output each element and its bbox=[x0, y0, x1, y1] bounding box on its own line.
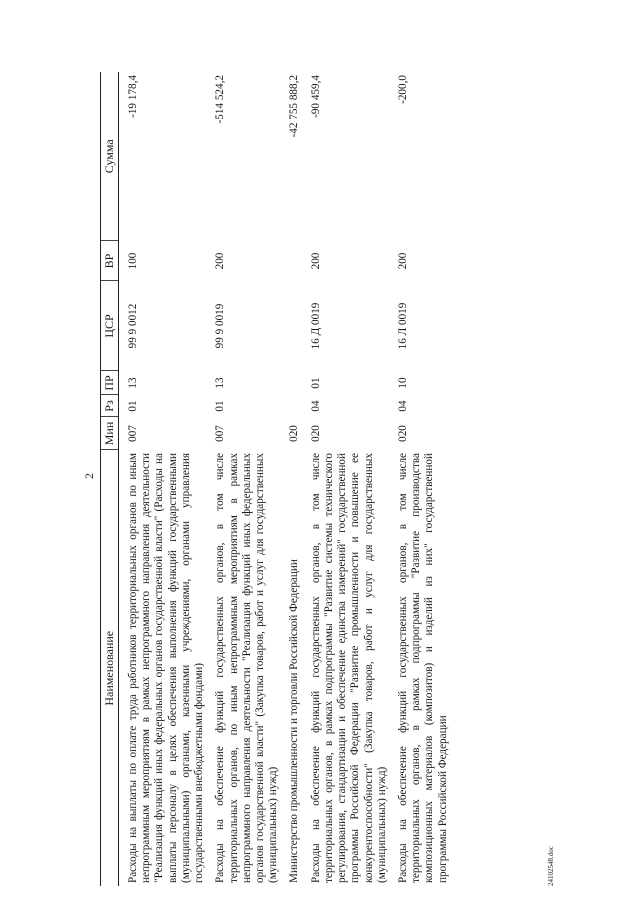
row-name: Министерство промышленности и торговли Российской Федерации bbox=[288, 559, 301, 883]
row-min: 007 bbox=[127, 425, 139, 442]
row-vr bbox=[280, 241, 301, 281]
table-row bbox=[280, 72, 301, 886]
document-footer: 24102548.doc bbox=[547, 846, 555, 886]
header-csr: ЦСР bbox=[101, 281, 119, 371]
row-vr: 100 bbox=[127, 252, 139, 270]
header-pr: ПР bbox=[101, 371, 119, 395]
row-csr: 99 9 0019 bbox=[214, 303, 227, 349]
table-row bbox=[206, 72, 280, 886]
row-pr: 10 bbox=[396, 377, 409, 389]
row-sum: -90 459,4 bbox=[309, 75, 322, 118]
row-sum: -514 524,2 bbox=[214, 75, 227, 124]
page-number: 2 bbox=[82, 473, 96, 479]
row-vr: 200 bbox=[396, 252, 409, 270]
row-min: 007 bbox=[214, 425, 227, 442]
row-rz: 01 bbox=[214, 400, 227, 412]
header-rz: Рз bbox=[101, 395, 119, 417]
row-name: Расходы на обеспечение функций государственных органов, в том числе территориальных органов, в рамках подпрограммы "Развитие системы технического регулирования, стандартизации и обеспечение единства измерений" государственной программы Российской Федерации "Развитие промышленности и повышение ее конкурентоспособности" (Закупка товаров, работ и услуг для государственных (муниципальных) нужд) bbox=[309, 453, 388, 883]
row-name: Расходы на обеспечение функций государственных органов, в том числе территориальных органов, в рамках подпрограммы "Развитие производства композиционных материалов (композитов) и изделий из них" государственной программы Российской Федерации bbox=[396, 453, 449, 883]
table-row bbox=[389, 72, 450, 886]
row-min: 020 bbox=[288, 425, 301, 442]
row-rz: 04 bbox=[309, 400, 322, 412]
row-name: Расходы на обеспечение функций государственных органов, в том числе территориальных органов, по иным непрограммным мероприятиям в рамках непрограммного направления деятельности "Реализация функций иных федеральных органов государственной власти" (Закупка товаров, работ и услуг для государственных (муниципальных) нужд) bbox=[214, 453, 280, 883]
row-vr: 200 bbox=[214, 252, 227, 270]
row-csr: 16 Д 0019 bbox=[309, 302, 322, 350]
row-csr: 16 Л 0019 bbox=[396, 302, 409, 350]
row-vr: 200 bbox=[309, 252, 322, 270]
row-min: 020 bbox=[309, 425, 322, 442]
row-name: Расходы на выплаты по оплате труда работников территориальных органов по иным непрограммным мероприятиям в рамках непрограммного направления деятельности "Реализация функций иных федеральных органов государственной власти" (Расходы на выплаты персоналу в целях обеспечения выполнения функций государственными (муниципальными) органами, казенными учреждениями, органами управления государственными внебюджетными фондами) bbox=[127, 453, 206, 883]
row-rz bbox=[280, 395, 301, 417]
header-name: Наименование bbox=[101, 450, 119, 886]
header-vr: ВР bbox=[101, 241, 119, 281]
row-csr: 99 9 0012 bbox=[127, 303, 139, 349]
row-sum: -200,0 bbox=[396, 75, 409, 104]
row-sum: -19 178,4 bbox=[127, 75, 139, 118]
row-pr: 01 bbox=[309, 377, 322, 389]
row-rz: 01 bbox=[127, 400, 139, 412]
row-sum: -42 755 888,2 bbox=[288, 75, 301, 138]
table-row bbox=[119, 72, 207, 886]
table-header-row bbox=[101, 72, 119, 886]
header-min: Мин bbox=[101, 417, 119, 450]
document-page bbox=[80, 66, 560, 886]
header-sum: Сумма bbox=[101, 72, 119, 241]
table-row bbox=[302, 72, 389, 886]
row-pr: 13 bbox=[127, 377, 139, 389]
row-pr: 13 bbox=[214, 377, 227, 389]
row-min: 020 bbox=[396, 425, 409, 442]
row-pr bbox=[280, 371, 301, 395]
row-rz: 04 bbox=[396, 400, 409, 412]
row-csr bbox=[280, 281, 301, 371]
budget-table bbox=[100, 72, 450, 886]
